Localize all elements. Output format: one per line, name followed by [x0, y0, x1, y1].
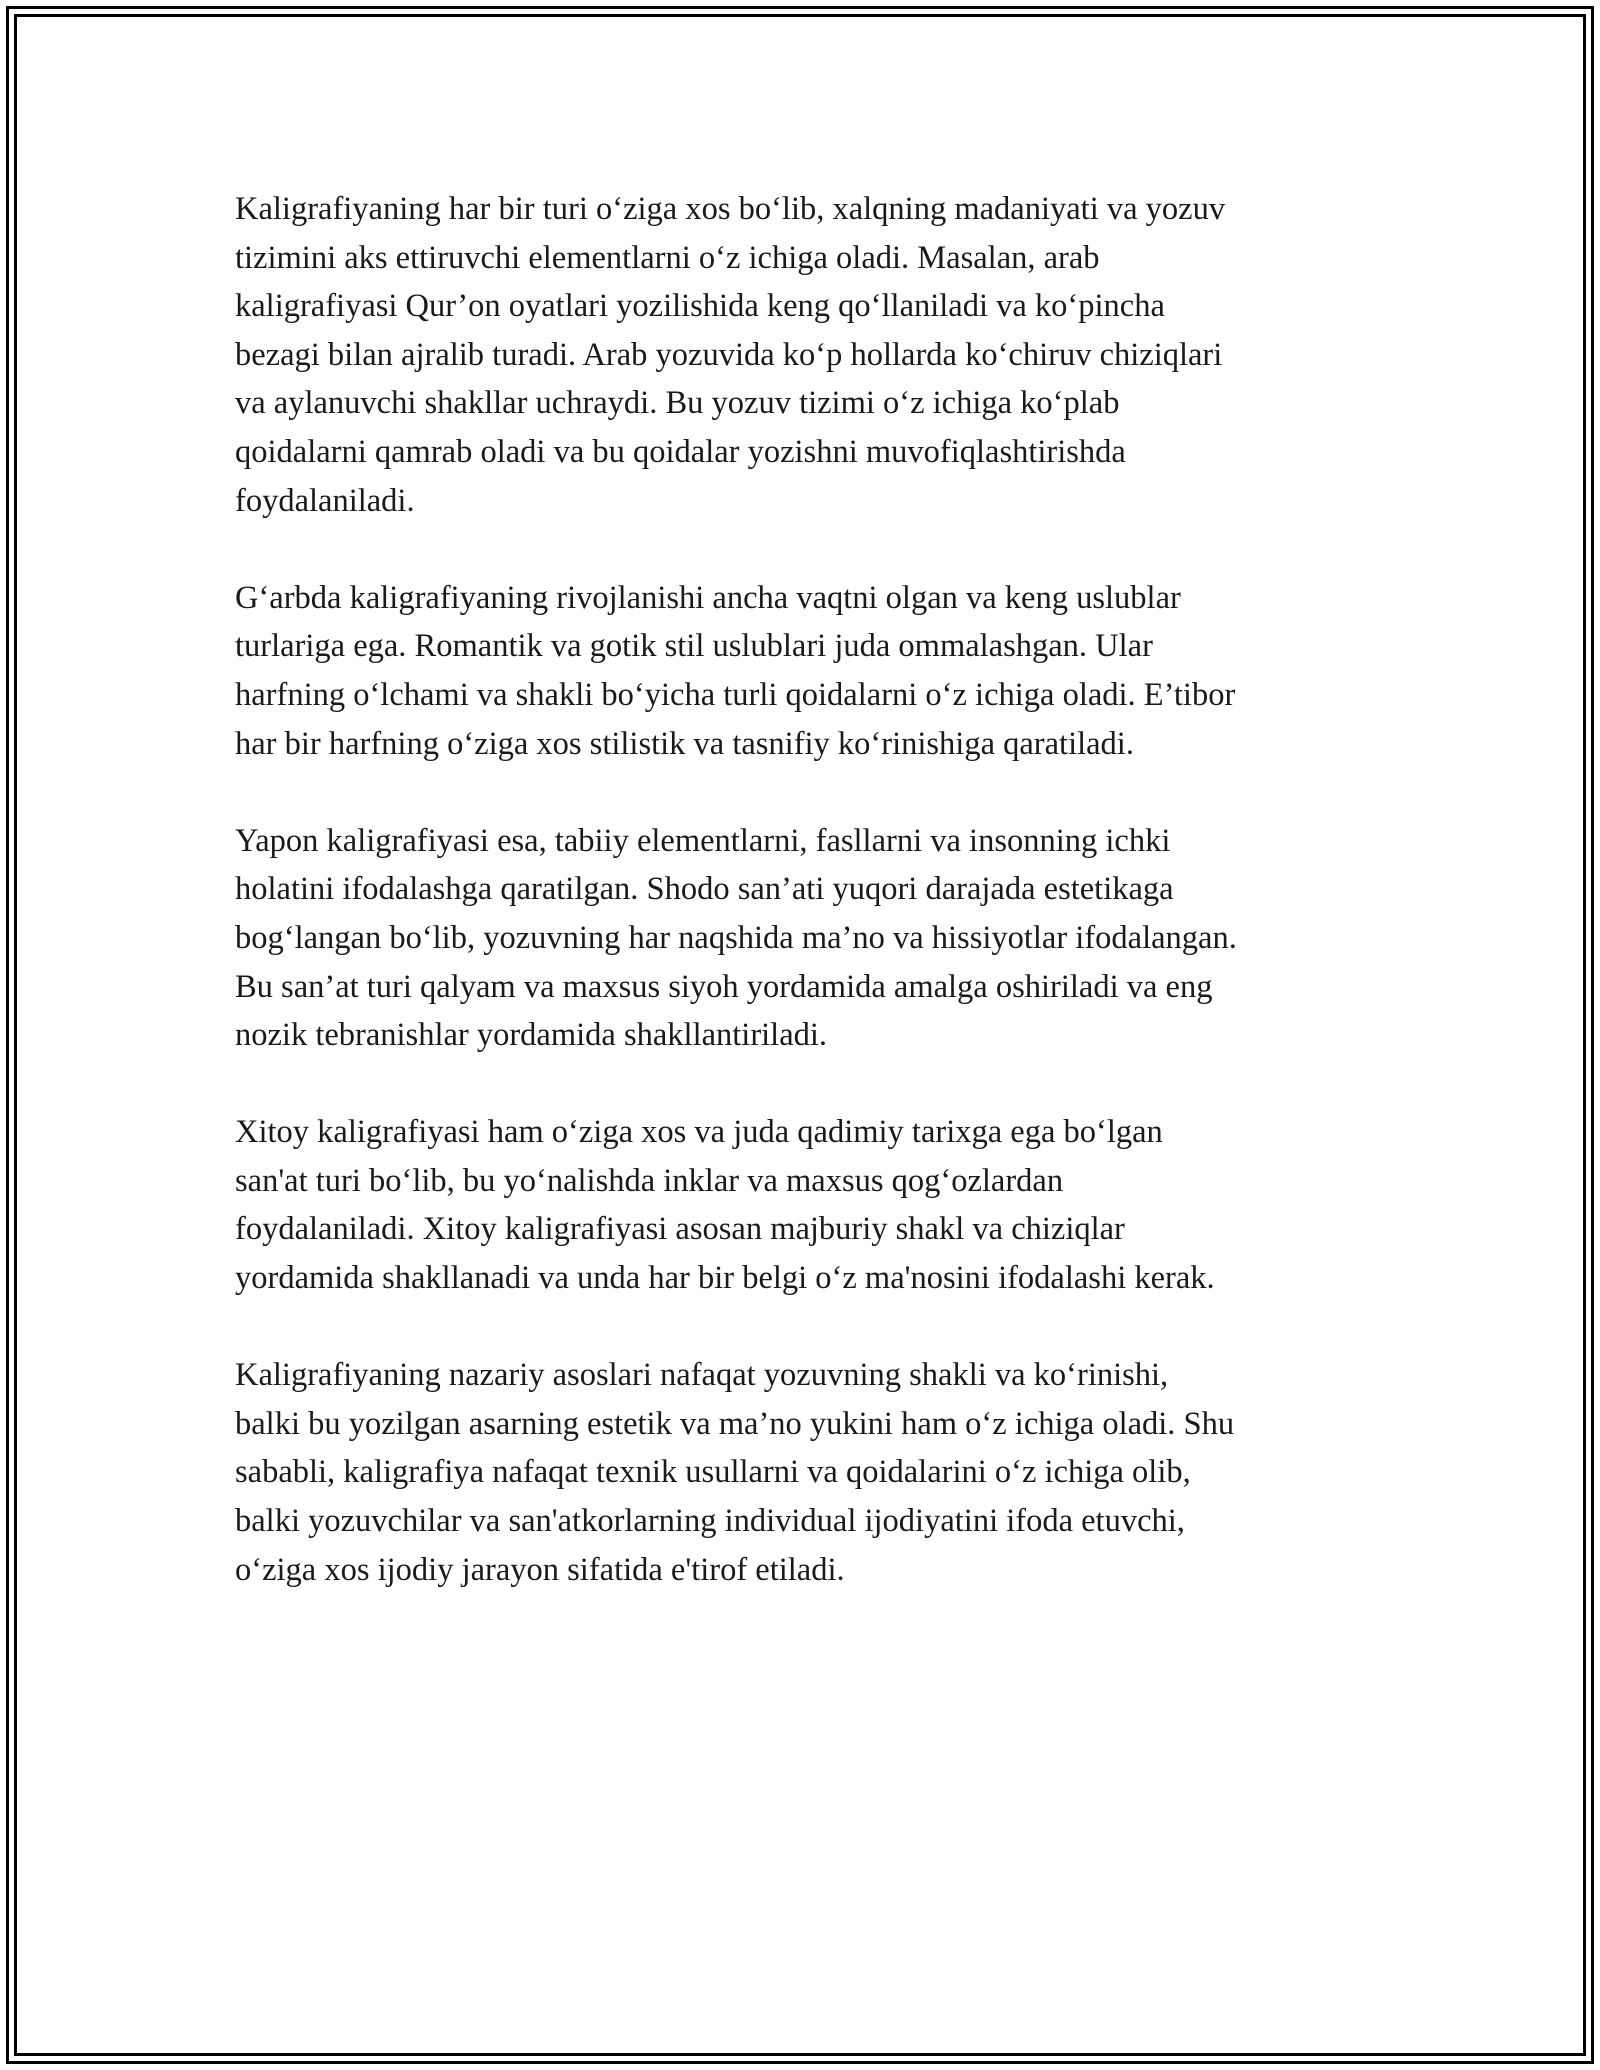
text-line: har bir harfning o‘ziga xos stilistik va tasnifiy ko‘rinishiga qaratiladi. — [235, 725, 1134, 762]
text-line: Bu san’at turi qalyam va maxsus siyoh yordamida amalga oshiriladi va eng — [235, 968, 1213, 1005]
text-line: harfning o‘lchami va shakli bo‘yicha turli qoidalarni o‘z ichiga oladi. E’tibor — [235, 676, 1236, 713]
paragraph-western-calligraphy — [235, 574, 1375, 768]
text-line: turlariga ega. Romantik va gotik stil uslublari juda ommalashgan. Ular — [235, 628, 1153, 665]
text-line: va aylanuvchi shakllar uchraydi. Bu yozuv tizimi o‘z ichiga ko‘plab — [235, 385, 1120, 422]
text-line: Kaligrafiyaning har bir turi o‘ziga xos bo‘lib, xalqning madaniyati va yozuv — [235, 191, 1226, 227]
text-line: foydalaniladi. — [235, 482, 415, 519]
text-line: san'at turi bo‘lib, bu yo‘nalishda inklar va maxsus qog‘ozlardan — [235, 1162, 1064, 1199]
text-line: holatini ifodalashga qaratilgan. Shodo san’ati yuqori darajada estetikaga — [235, 871, 1174, 908]
text-line: bog‘langan bo‘lib, yozuvning har naqshida ma’no va hissiyotlar ifodalangan. — [235, 919, 1237, 956]
text-line: Yapon kaligrafiyasi esa, tabiiy elementlarni, fasllarni va insonning ichki — [235, 822, 1171, 859]
text-line: G‘arbda kaligrafiyaning rivojlanishi ancha vaqtni olgan va keng uslublar — [235, 579, 1181, 616]
text-line: foydalaniladi. Xitoy kaligrafiyasi asosan majburiy shakl va chiziqlar — [235, 1211, 1125, 1248]
text-line: bezagi bilan ajralib turadi. Arab yozuvida ko‘p hollarda ko‘chiruv chiziqlari — [235, 336, 1223, 373]
text-line: yordamida shakllanadi va unda har bir belgi o‘z ma'nosini ifodalashi kerak. — [235, 1260, 1215, 1297]
paragraph-arabic-calligraphy — [235, 185, 1375, 525]
paragraph-chinese-calligraphy — [235, 1108, 1375, 1302]
text-line: kaligrafiyasi Qur’on oyatlari yozilishida keng qo‘llaniladi va ko‘pincha — [235, 288, 1165, 325]
document-body — [235, 185, 1375, 1643]
paragraph-theoretical-foundations — [235, 1351, 1375, 1594]
text-line: Xitoy kaligrafiyasi ham o‘ziga xos va juda qadimiy tarixga ega bo‘lgan — [235, 1114, 1163, 1151]
text-line: sababli, kaligrafiya nafaqat texnik usullarni va qoidalarini o‘z ichiga olib, — [235, 1454, 1191, 1491]
text-line: Kaligrafiyaning nazariy asoslari nafaqat yozuvning shakli va ko‘rinishi, — [235, 1357, 1169, 1394]
paragraph-japanese-calligraphy — [235, 817, 1375, 1060]
text-line: nozik tebranishlar yordamida shakllantiriladi. — [235, 1017, 828, 1054]
text-line: o‘ziga xos ijodiy jarayon sifatida e'tirof etiladi. — [235, 1551, 845, 1588]
text-line: tizimini aks ettiruvchi elementlarni o‘z ichiga oladi. Masalan, arab — [235, 239, 1100, 276]
text-line: balki yozuvchilar va san'atkorlarning individual ijodiyatini ifoda etuvchi, — [235, 1503, 1185, 1540]
text-line: qoidalarni qamrab oladi va bu qoidalar yozishni muvofiqlashtirishda — [235, 433, 1126, 470]
text-line: balki bu yozilgan asarning estetik va ma’no yukini ham o‘z ichiga oladi. Shu — [235, 1405, 1235, 1442]
